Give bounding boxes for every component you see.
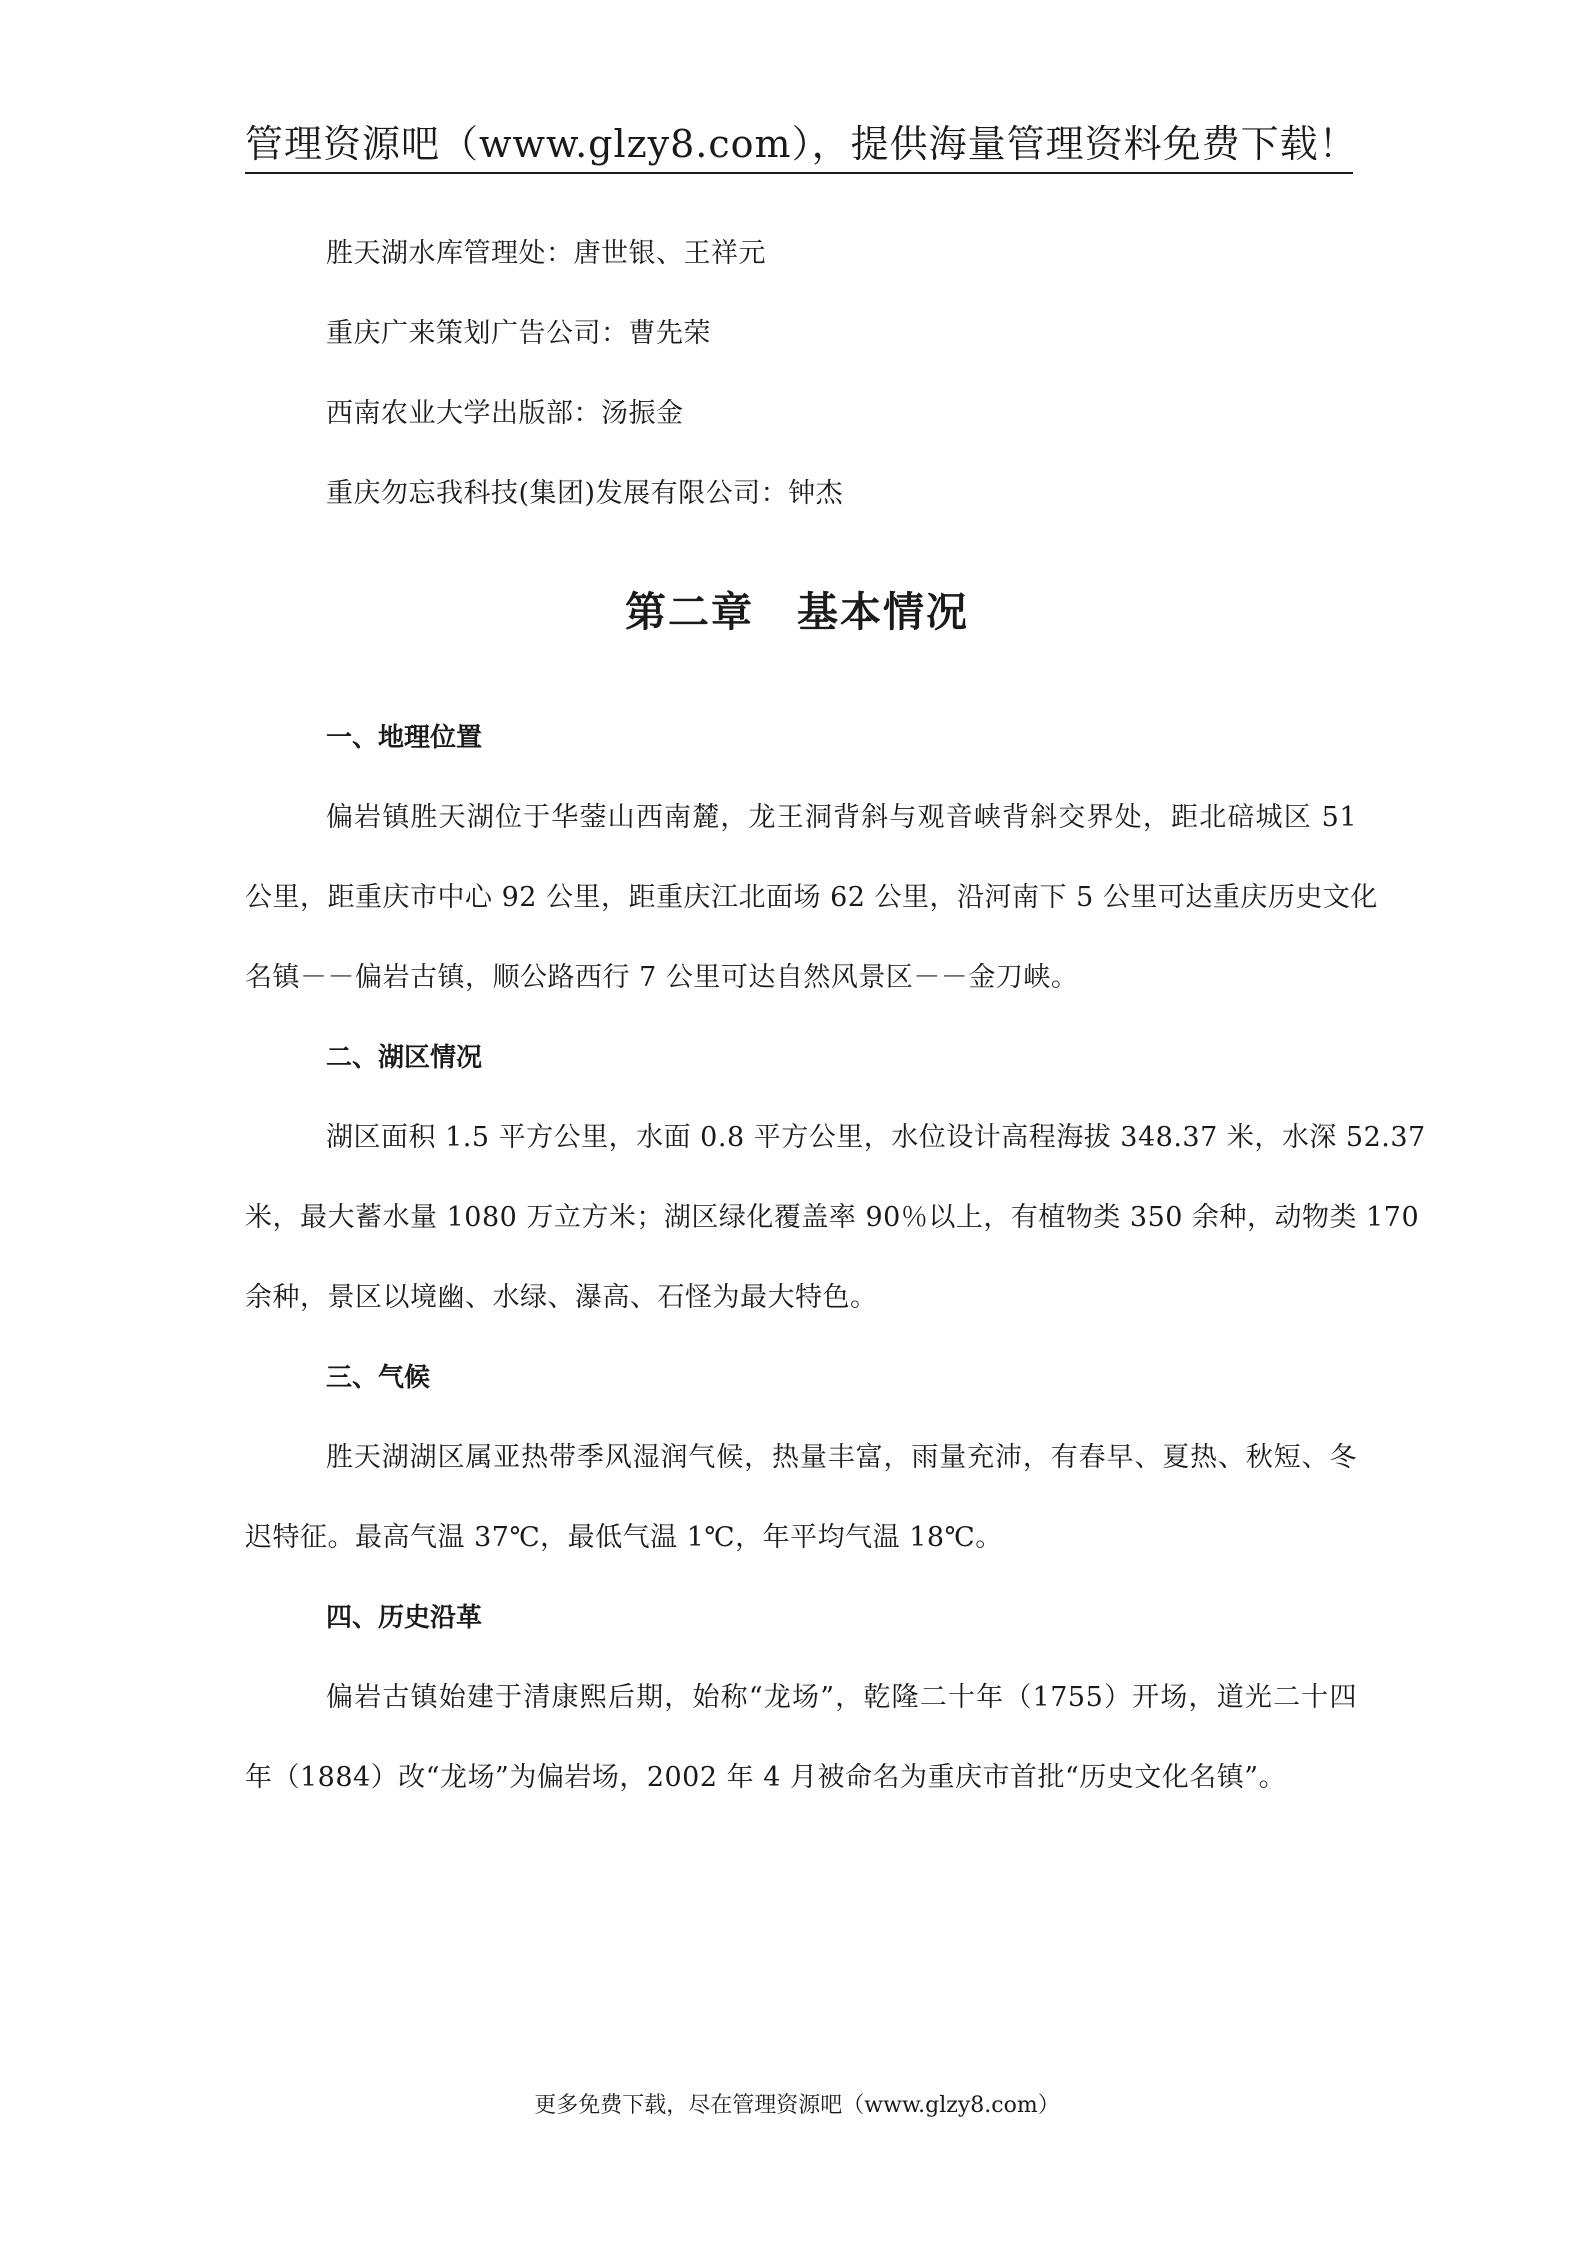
paragraph-line: 公里，距重庆市中心 92 公里，距重庆江北面场 62 公里，沿河南下 5 公里可达重庆历史文化 [245, 882, 1378, 913]
paragraph-line: 迟特征。最高气温 37℃，最低气温 1℃，年平均气温 18℃。 [245, 1522, 1003, 1553]
contributor-line: 西南农业大学出版部：汤振金 [326, 398, 684, 429]
paragraph-line: 名镇－－偏岩古镇，顺公路西行 7 公里可达自然风景区－－金刀峡。 [245, 962, 1079, 993]
page-header: 管理资源吧（www.glzy8.com），提供海量管理资料免费下载！ [245, 122, 1358, 166]
chapter-title: 第二章 基本情况 [625, 588, 969, 636]
paragraph-line: 米，最大蓄水量 1080 万立方米；湖区绿化覆盖率 90％以上，有植物类 350 余种，动物类 170 [245, 1202, 1420, 1233]
contributor-line: 重庆广来策划广告公司：曹先荣 [326, 318, 711, 349]
paragraph-line: 余种，景区以境幽、水绿、瀑高、石怪为最大特色。 [245, 1282, 878, 1313]
contributor-line: 重庆勿忘我科技(集团)发展有限公司：钟杰 [326, 478, 844, 509]
paragraph-line: 偏岩镇胜天湖位于华蓥山西南麓，龙王洞背斜与观音峡背斜交界处，距北碚城区 51 [326, 802, 1357, 833]
paragraph-line: 偏岩古镇始建于清康熙后期，始称“龙场”，乾隆二十年（1755）开场，道光二十四 [326, 1682, 1357, 1713]
section-heading: 一、地理位置 [326, 723, 483, 753]
paragraph-line: 湖区面积 1.5 平方公里，水面 0.8 平方公里，水位设计高程海拔 348.37 米，水深 52.37 [326, 1122, 1426, 1153]
section-heading: 四、历史沿革 [326, 1603, 483, 1633]
section-heading: 二、湖区情况 [326, 1043, 483, 1073]
contributor-line: 胜天湖水库管理处：唐世银、王祥元 [326, 238, 766, 269]
paragraph-line: 胜天湖湖区属亚热带季风湿润气候，热量丰富，雨量充沛，有春早、夏热、秋短、冬 [326, 1442, 1357, 1473]
section-heading: 三、气候 [326, 1363, 431, 1393]
page-footer: 更多免费下载，尽在管理资源吧（www.glzy8.com） [534, 2093, 1060, 2118]
paragraph-line: 年（1884）改“龙场”为偏岩场，2002 年 4 月被命名为重庆市首批“历史文化名镇”。 [245, 1762, 1287, 1793]
header-divider [245, 172, 1353, 174]
